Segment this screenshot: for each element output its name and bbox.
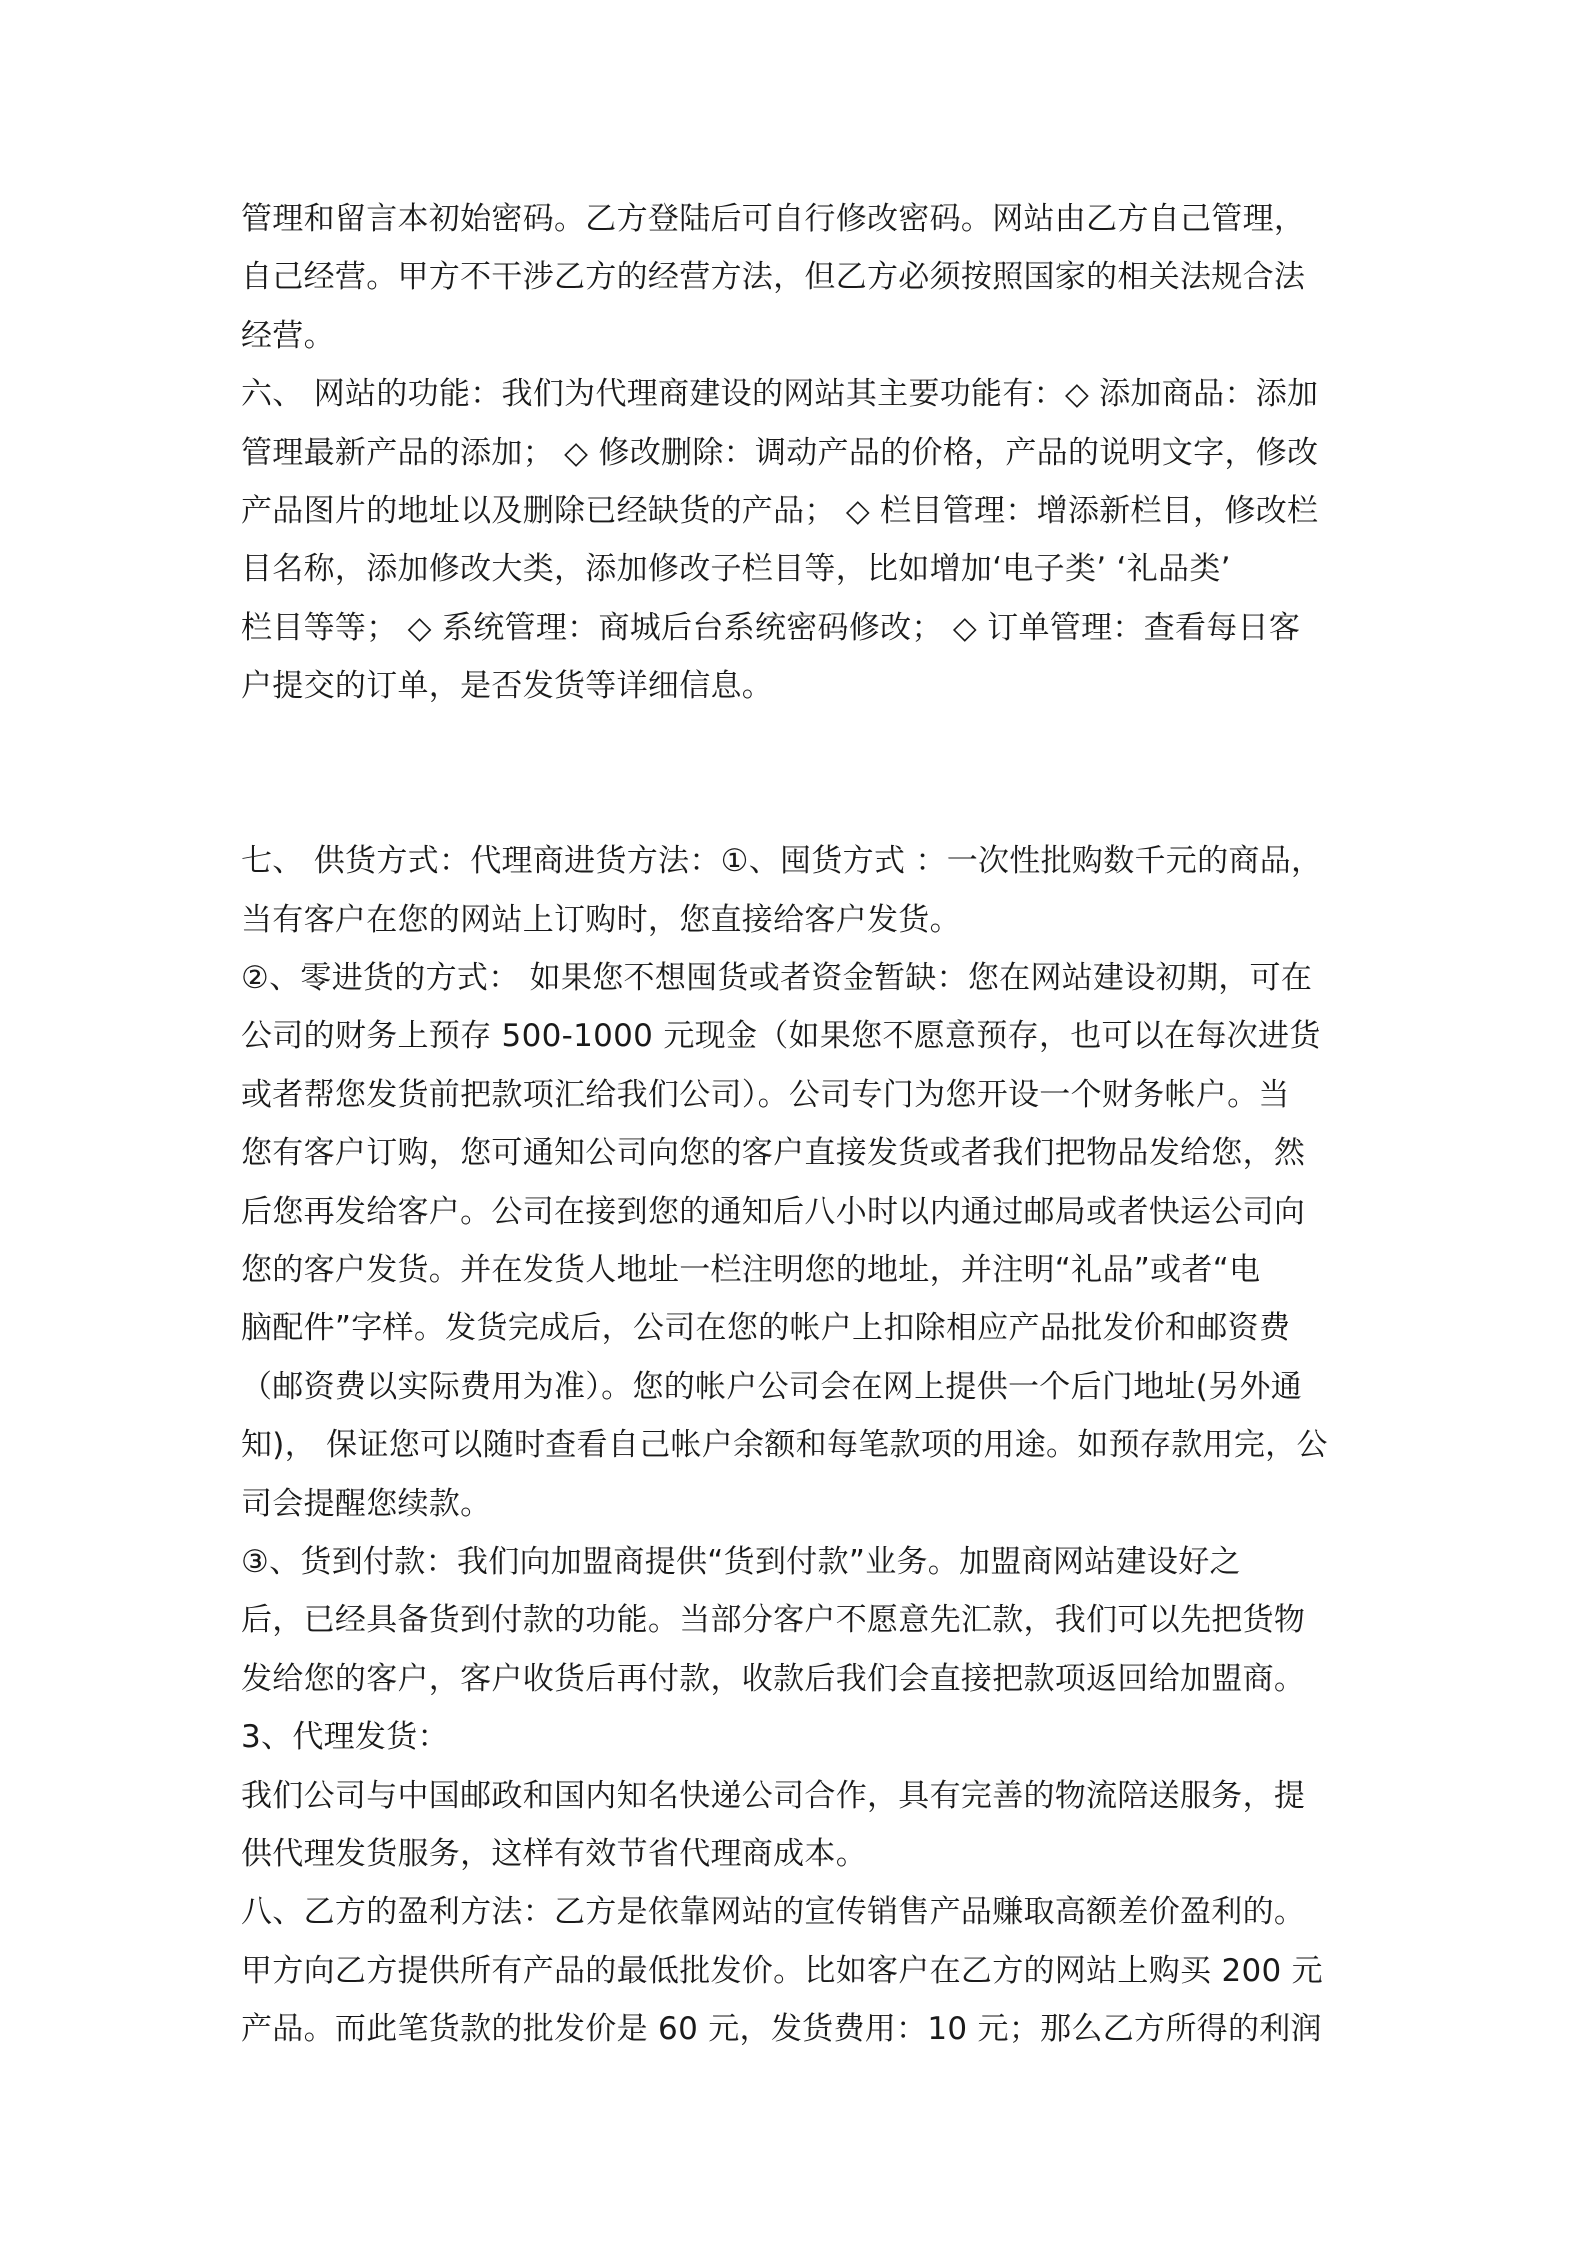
text-line: 或者帮您发货前把款项汇给我们公司）。公司专门为您开设一个财务帐户。当 xyxy=(241,1076,1290,1113)
text-line: 目名称，添加修改大类，添加修改子栏目等，比如增加‘电子类’ ‘礼品类’ xyxy=(241,551,1231,588)
text-line: 后，已经具备货到付款的功能。当部分客户不愿意先汇款，我们可以先把货物 xyxy=(241,1602,1306,1639)
section-7-heading-line: 七、 供货方式：代理商进货方法：①、囤货方式 ：一次性批购数千元的商品， xyxy=(241,843,1323,880)
text-line: 脑配件”字样。发货完成后，公司在您的帐户上扣除相应产品批发价和邮资费 xyxy=(241,1310,1291,1347)
text-line: 后您再发给客户。公司在接到您的通知后八小时以内通过邮局或者快运公司向 xyxy=(241,1193,1306,1230)
text-line: ②、零进货的方式： 如果您不想囤货或者资金暂缺：您在网站建设初期，可在 xyxy=(241,960,1313,997)
text-line: 发给您的客户，客户收货后再付款，收款后我们会直接把款项返回给加盟商。 xyxy=(241,1660,1306,1697)
text-line: 产品。而此笔货款的批发价是 60 元，发货费用：10 元；那么乙方所得的利润 xyxy=(241,2011,1322,2048)
text-line: 产品图片的地址以及删除已经缺货的产品； ◇ 栏目管理：增添新栏目，修改栏 xyxy=(241,492,1319,529)
text-line: 甲方向乙方提供所有产品的最低批发价。比如客户在乙方的网站上购买 200 元 xyxy=(241,1952,1323,1989)
text-line: 您的客户发货。并在发货人地址一栏注明您的地址，并注明“礼品”或者“电 xyxy=(241,1252,1261,1289)
blank-line xyxy=(241,774,1363,832)
section-8-heading-line: 八、乙方的盈利方法：乙方是依靠网站的宣传销售产品赚取高额差价盈利的。 xyxy=(241,1894,1306,1931)
text-line: 您有客户订购，您可通知公司向您的客户直接发货或者我们把物品发给您，然 xyxy=(241,1135,1306,1172)
document-body xyxy=(241,190,1363,2059)
text-line: 户提交的订单，是否发货等详细信息。 xyxy=(241,668,774,705)
text-line: 当有客户在您的网站上订购时，您直接给客户发货。 xyxy=(241,901,961,938)
text-line: 管理最新产品的添加； ◇ 修改删除：调动产品的价格，产品的说明文字，修改 xyxy=(241,434,1319,471)
text-line: 自己经营。甲方不干涉乙方的经营方法，但乙方必须按照国家的相关法规合法 xyxy=(241,259,1306,296)
text-line: 3、代理发货： xyxy=(241,1719,449,1756)
text-line: 司会提醒您续款。 xyxy=(241,1485,492,1522)
text-line: 我们公司与中国邮政和国内知名快递公司合作，具有完善的物流陪送服务，提 xyxy=(241,1777,1306,1814)
text-line: 管理和留言本初始密码。乙方登陆后可自行修改密码。网站由乙方自己管理， xyxy=(241,201,1306,237)
text-line: 栏目等等； ◇ 系统管理：商城后台系统密码修改； ◇ 订单管理：查看每日客 xyxy=(241,609,1301,646)
text-line: ③、货到付款：我们向加盟商提供“货到付款”业务。加盟商网站建设好之 xyxy=(241,1543,1241,1580)
text-line: 供代理发货服务，这样有效节省代理商成本。 xyxy=(241,1835,867,1872)
text-line: 知)， 保证您可以随时查看自己帐户余额和每笔款项的用途。如预存款用完，公 xyxy=(241,1427,1328,1464)
text-line: （邮资费以实际费用为准）。您的帐户公司会在网上提供一个后门地址(另外通 xyxy=(241,1368,1303,1405)
text-line: 经营。 xyxy=(241,317,335,354)
section-6-heading-line: 六、 网站的功能：我们为代理商建设的网站其主要功能有：◇ 添加商品：添加 xyxy=(241,376,1319,413)
text-line: 公司的财务上预存 500-1000 元现金（如果您不愿意预存，也可以在每次进货 xyxy=(241,1018,1321,1055)
blank-line xyxy=(241,716,1363,774)
